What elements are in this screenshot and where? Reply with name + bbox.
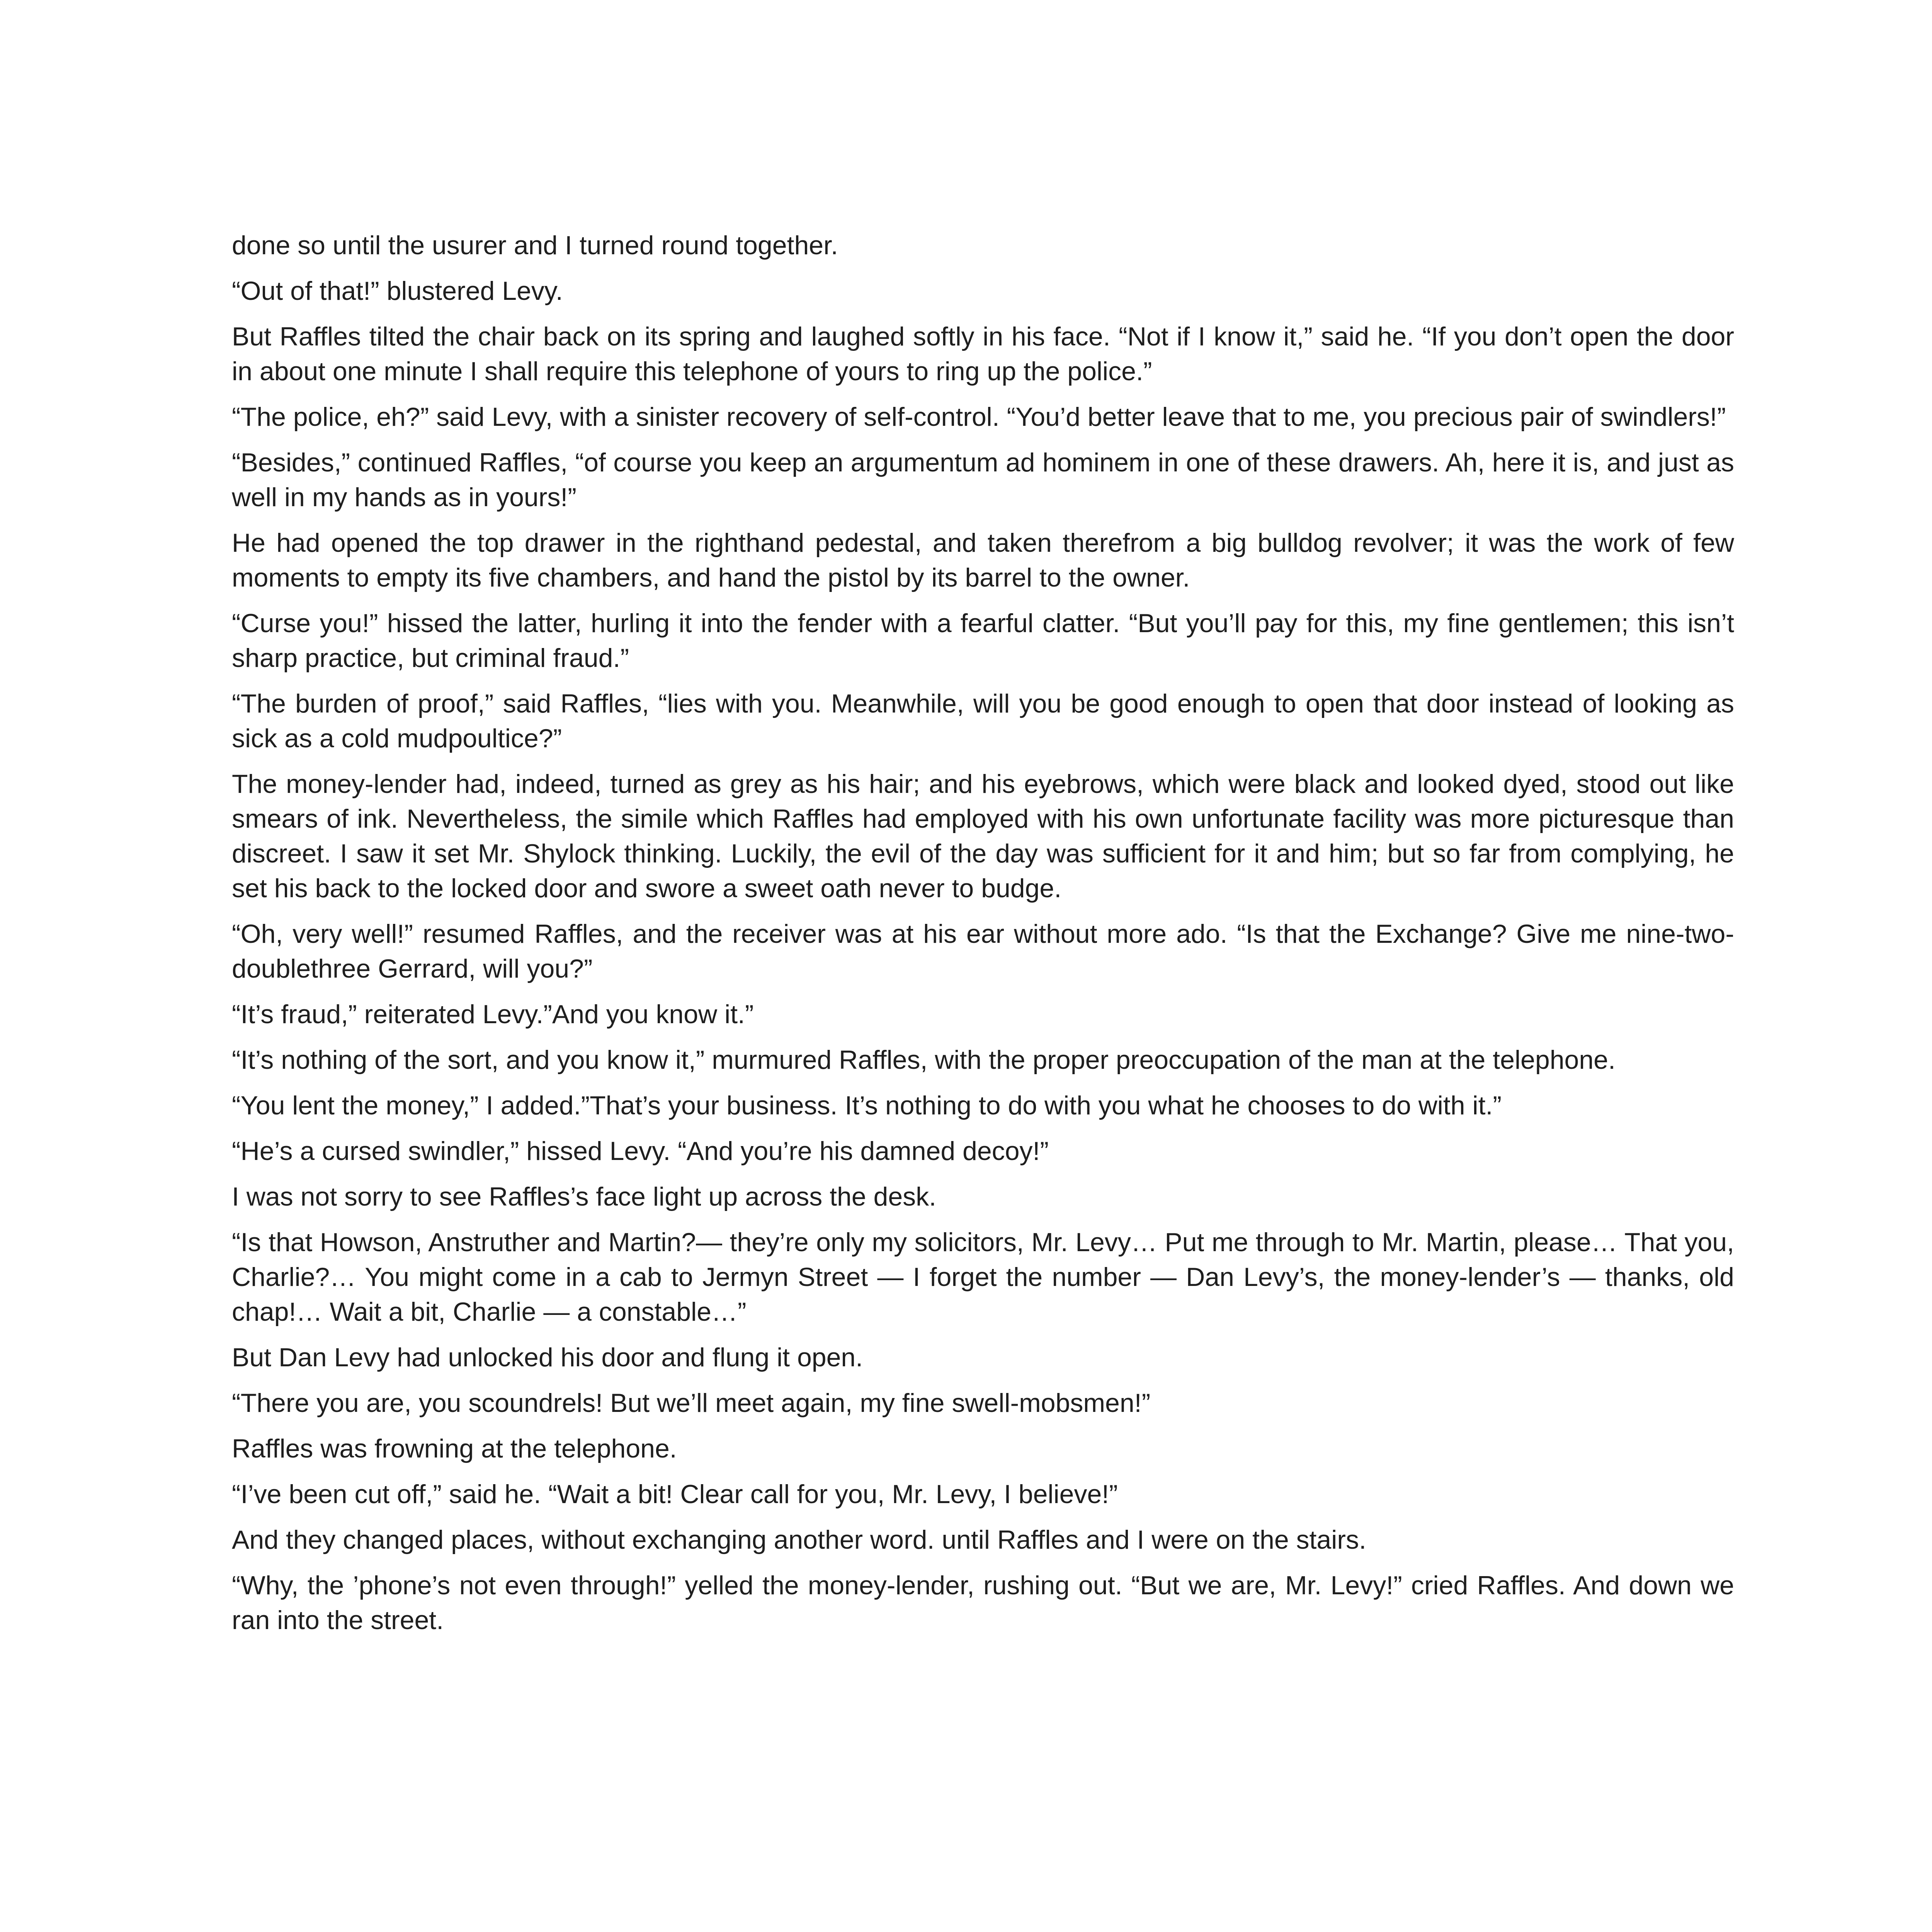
paragraph: “It’s nothing of the sort, and you know it,” murmured Raffles, with the proper preoccupation of the man at the telephone.	[232, 1045, 1616, 1075]
paragraph: “It’s fraud,” reiterated Levy.”And you know it.”	[232, 1000, 754, 1029]
paragraph: “Is that Howson, Anstruther and Martin?— they’re only my solicitors, Mr. Levy… Put me through to Mr. Martin, please… That you, Charlie?… You might come in a cab to Jermyn Street — I forget the number — Dan Levy’s, the money-lender’s — thanks, old chap!… Wait a bit, Charlie — a constable…”	[232, 1228, 1734, 1327]
paragraph: “You lent the money,” I added.”That’s your business. It’s nothing to do with you what he chooses to do with it.”	[232, 1091, 1502, 1120]
paragraph: He had opened the top drawer in the righthand pedestal, and taken therefrom a big bulldog revolver; it was the work of few moments to empty its five chambers, and hand the pistol by its barrel to the owner.	[232, 528, 1734, 592]
paragraph: “He’s a cursed swindler,” hissed Levy. “And you’re his damned decoy!”	[232, 1136, 1049, 1166]
paragraph: I was not sorry to see Raffles’s face light up across the desk.	[232, 1182, 937, 1211]
paragraph: done so until the usurer and I turned round together.	[232, 231, 838, 260]
paragraph: “Curse you!” hissed the latter, hurling it into the fender with a fearful clatter. “But you’ll pay for this, my fine gentlemen; this isn’t sharp practice, but criminal fraud.”	[232, 609, 1734, 673]
paragraph: “Besides,” continued Raffles, “of course you keep an argumentum ad hominem in one of these drawers. Ah, here it is, and just as well in my hands as in yours!”	[232, 448, 1734, 512]
paragraph: But Raffles tilted the chair back on its spring and laughed softly in his face. “Not if I know it,” said he. “If you don’t open the door in about one minute I shall require this telephone of yours to ring up the police.”	[232, 322, 1734, 386]
story-text-column	[232, 228, 1734, 1648]
paragraph: Raffles was frowning at the telephone.	[232, 1434, 677, 1463]
paragraph: “I’ve been cut off,” said he. “Wait a bit! Clear call for you, Mr. Levy, I believe!”	[232, 1480, 1118, 1509]
paragraph: “There you are, you scoundrels! But we’ll meet again, my fine swell-mobsmen!”	[232, 1388, 1151, 1418]
paragraph: “Oh, very well!” resumed Raffles, and the receiver was at his ear without more ado. “Is that the Exchange? Give me nine-two-doublethree Gerrard, will you?”	[232, 919, 1734, 983]
paragraph: But Dan Levy had unlocked his door and flung it open.	[232, 1343, 863, 1372]
paragraph: “The burden of proof,” said Raffles, “lies with you. Meanwhile, will you be good enough to open that door instead of looking as sick as a cold mudpoultice?”	[232, 689, 1734, 753]
paragraph: “Why, the ’phone’s not even through!” yelled the money-lender, rushing out. “But we are, Mr. Levy!” cried Raffles. And down we ran into the street.	[232, 1571, 1734, 1635]
paragraph: The money-lender had, indeed, turned as grey as his hair; and his eyebrows, which were black and looked dyed, stood out like smears of ink. Nevertheless, the simile which Raffles had employed with his own unfortunate facility was more picturesque than discreet. I saw it set Mr. Shylock thinking. Luckily, the evil of the day was sufficient for it and him; but so far from complying, he set his back to the locked door and swore a sweet oath never to budge.	[232, 769, 1734, 903]
paragraph: And they changed places, without exchanging another word. until Raffles and I were on the stairs.	[232, 1525, 1366, 1554]
paragraph: “The police, eh?” said Levy, with a sinister recovery of self-control. “You’d better leave that to me, you precious pair of swindlers!”	[232, 402, 1726, 432]
paragraph: “Out of that!” blustered Levy.	[232, 276, 563, 306]
